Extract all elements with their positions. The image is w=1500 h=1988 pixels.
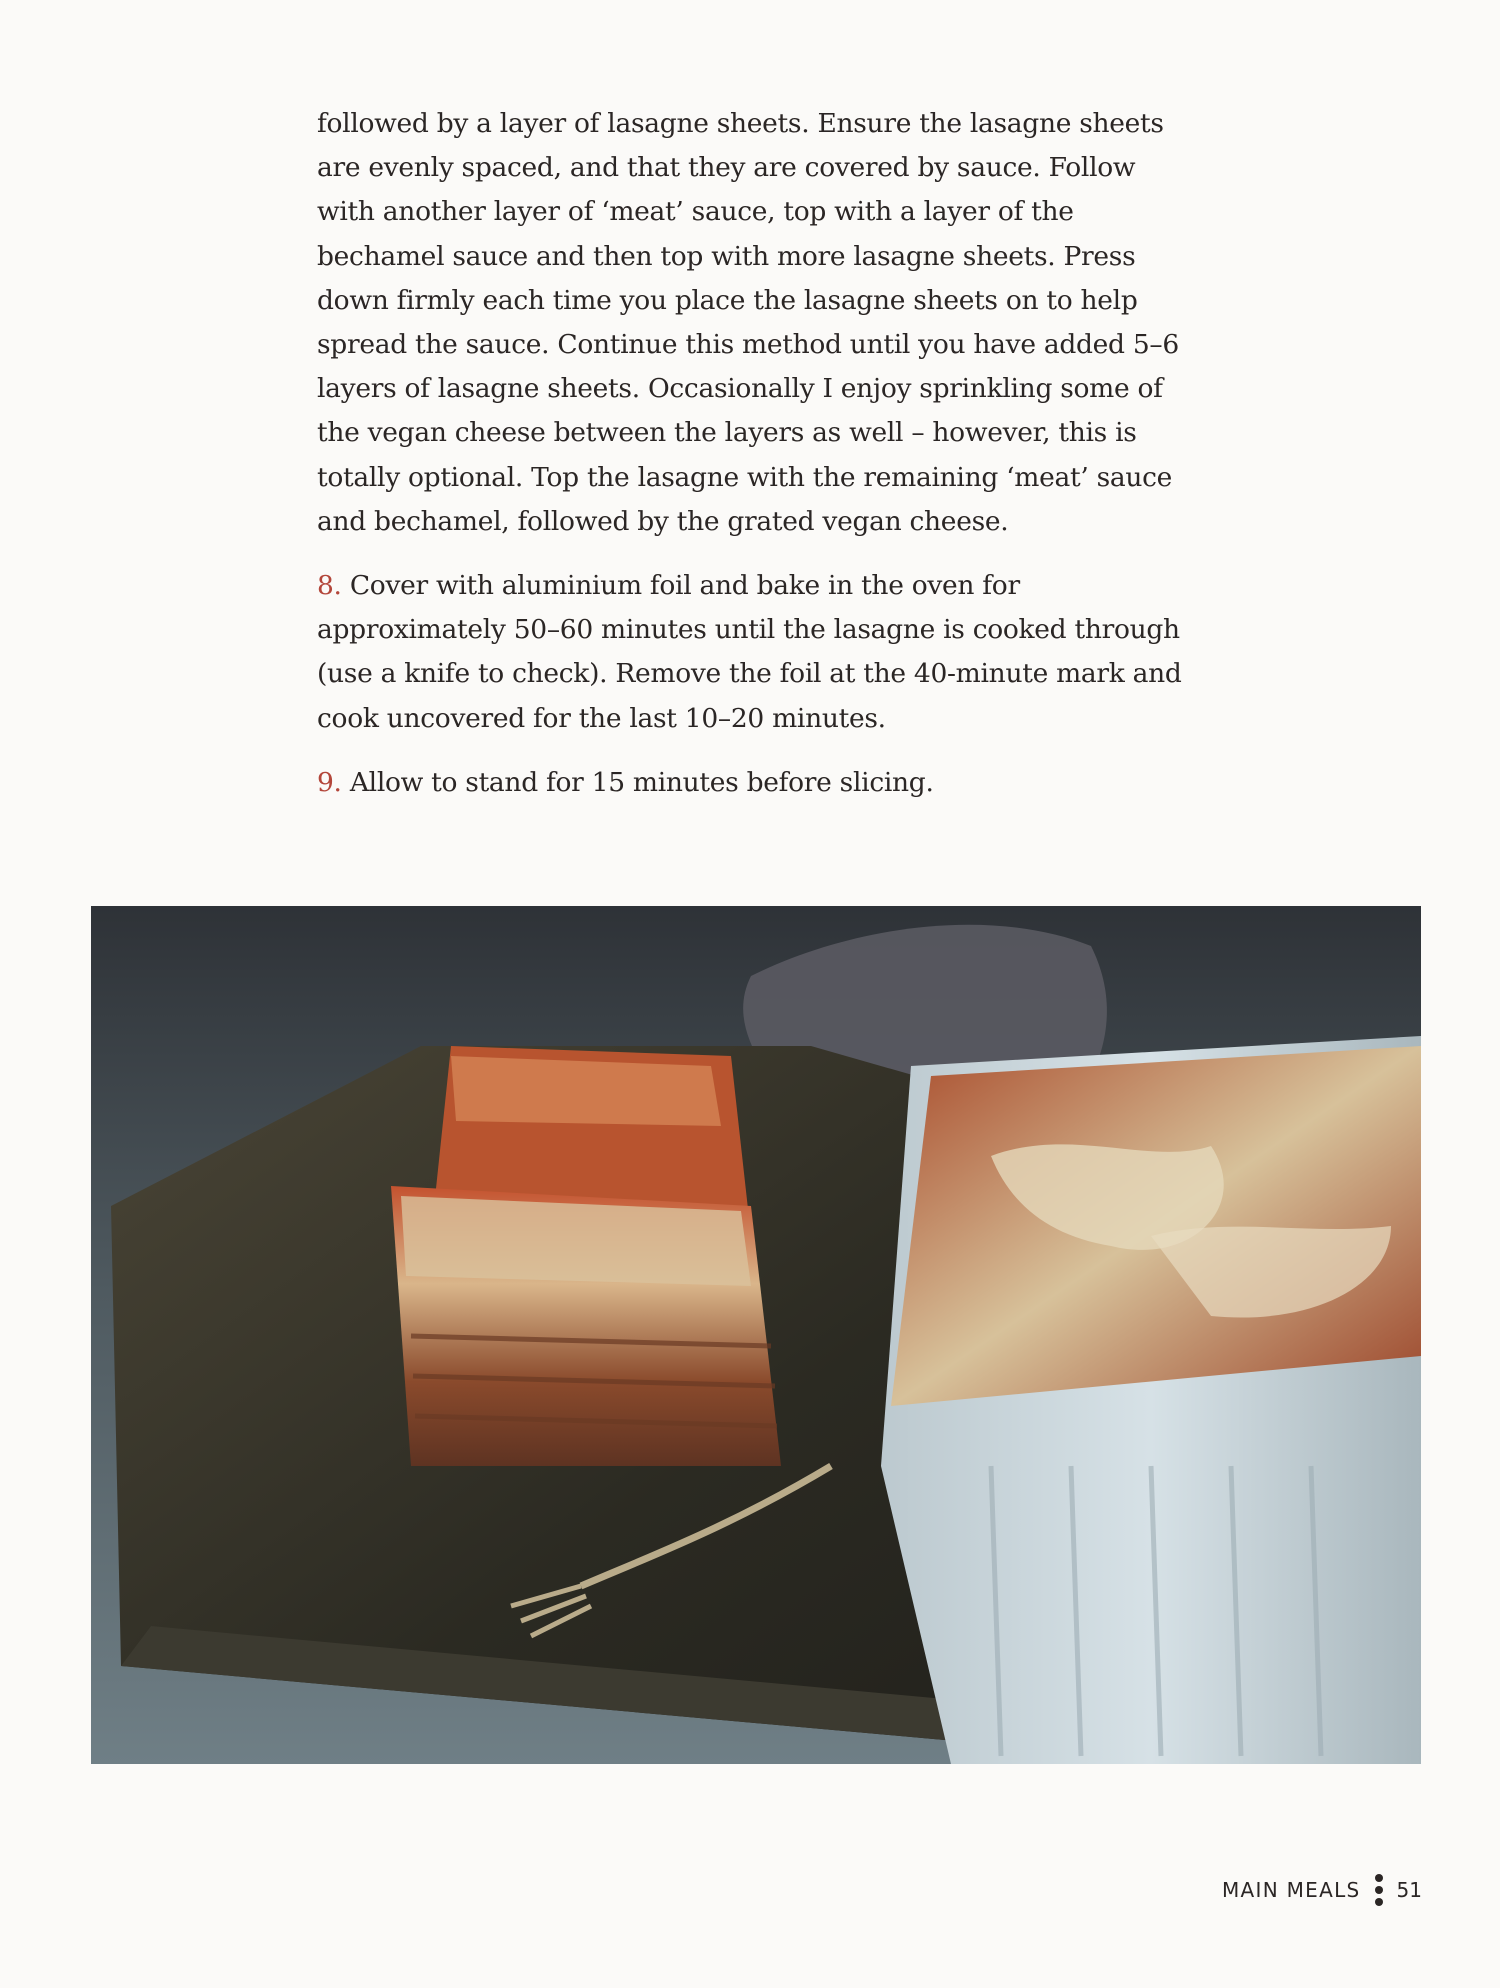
recipe-method (317, 102, 1197, 825)
section-title: MAIN MEALS (1221, 1878, 1361, 1902)
step-text: Cover with aluminium foil and bake in the oven for approximately 50–60 minutes until the lasagne is cooked through (use a knife to check). Remove the foil at the 40-minute mark and cook uncovered for the last 10–20 minutes. (317, 570, 1182, 734)
step-number: 8. (317, 570, 342, 602)
method-paragraph: followed by a layer of lasagne sheets. Ensure the lasagne sheets are evenly spaced, and that they are covered by sauce. Follow with another layer of ‘meat’ sauce, top with a layer of the bechamel sauce and then top with more lasagne sheets. Press down firmly each time you place the lasagne sheets on to help spread the sauce. Continue this method until you have added 5–6 layers of lasagne sheets. Occasionally I enjoy sprinkling some of the vegan cheese between the layers as well – however, this is totally optional. Top the lasagne with the remaining ‘meat’ sauce and bechamel, followed by the grated vegan cheese. (317, 108, 1179, 537)
step-text: Allow to stand for 15 minutes before slicing. (349, 766, 934, 798)
dots-icon (1375, 1874, 1383, 1906)
step-number: 9. (317, 766, 342, 798)
method-step-9 (317, 761, 1197, 805)
method-step-8 (317, 564, 1197, 741)
lasagne-photo (91, 906, 1421, 1764)
page-footer (1222, 1875, 1422, 1905)
page-number: 51 (1396, 1878, 1422, 1902)
